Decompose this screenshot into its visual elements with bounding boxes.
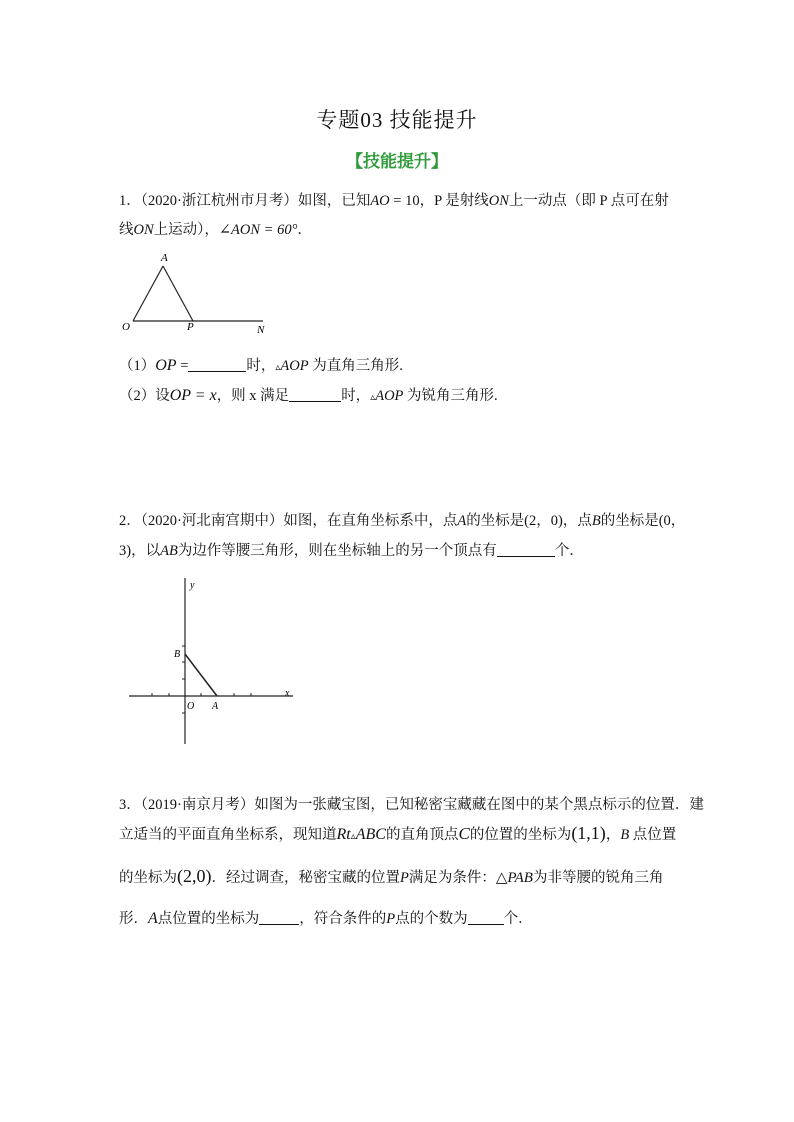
q3-coord-b: (2,0) [177, 866, 212, 886]
q2-text: 的坐标是(2，0)，点 [466, 513, 592, 529]
q3-triangle-pab: △PAB [495, 870, 533, 886]
q3-line3 [119, 866, 663, 887]
q3-text: 立适当的平面直角坐标系，现知道 [119, 827, 337, 843]
segment-ap [163, 266, 193, 321]
label-a: A [161, 252, 168, 264]
q1-math-aop: AOP [375, 388, 404, 404]
q2-point-a: A [457, 513, 467, 529]
q1-math-opx: OP = x [169, 387, 217, 404]
segment-oa [133, 266, 163, 321]
section-heading: 【技能提升】 [346, 152, 448, 172]
triangle-symbol: ▵ [275, 362, 281, 373]
triangle-symbol: ▵ [370, 392, 376, 403]
q2-segment-ab: AB [160, 543, 178, 559]
q1-math-ao: AO [370, 193, 390, 209]
q3-point-p: P [386, 911, 396, 927]
q3-text: 的直角顶点 [385, 827, 459, 843]
q1-text: ． [297, 222, 312, 238]
triangle-symbol: ▵ [350, 831, 356, 842]
label-b: B [174, 649, 181, 660]
q2-text: 的坐标是(0， [600, 513, 686, 529]
q1-math-eq: = 10 [389, 193, 420, 209]
q1-math-eq: = [176, 358, 189, 374]
label-a: A [212, 701, 219, 712]
answer-blank[interactable] [188, 357, 246, 372]
q1-text: 时， [341, 388, 371, 404]
q3-text: 点的个数为 [395, 911, 468, 927]
q1-text: 上运动）， [153, 222, 219, 238]
q3-point-p: P [400, 870, 409, 886]
q3-line1: 3．（2019·南京月考）如图为一张藏宝图，已知秘密宝藏藏在图中的某个黑点标示的位置．建 [119, 797, 704, 813]
q1-sub2-num: （2）设 [119, 388, 170, 404]
q3-text: 点位置的坐标为 [157, 911, 260, 927]
label-o: O [187, 701, 195, 712]
q3-text: ，符合条件的 [299, 911, 387, 927]
q2-text: 3)，以 [119, 543, 161, 559]
answer-blank[interactable] [289, 387, 341, 402]
q3-text: 点位置 [629, 827, 677, 843]
answer-blank[interactable] [497, 542, 555, 557]
q2-line2 [119, 539, 584, 560]
q1-text: 为锐角三角形. [403, 388, 498, 404]
q2-line1 [119, 509, 685, 530]
q1-triangle-figure [115, 248, 275, 336]
q1-angle: ∠AON = 60° [218, 222, 298, 238]
q1-text: ，则 x 满足 [216, 388, 290, 404]
q3-point-b: B [620, 827, 630, 843]
page-title: 专题03 技能提升 [316, 108, 478, 132]
label-x: x [285, 688, 290, 699]
q3-text: 的坐标为 [119, 870, 177, 886]
q1-sub1 [119, 354, 403, 375]
q2-text: 2．（2020·河北南宫期中）如图，在直角坐标系中，点 [119, 513, 458, 529]
q1-text: 时， [246, 358, 276, 374]
q1-text: 上一动点（即 P 点可在射 [508, 193, 669, 209]
label-y: y [190, 580, 195, 591]
label-p: P [187, 321, 194, 333]
q1-text: 1．（2020·浙江杭州市月考）如图，已知 [119, 193, 371, 209]
q3-text: 为非等腰的锐角三角 [532, 870, 664, 886]
q1-sub1-num: （1） [119, 358, 156, 374]
answer-blank[interactable] [259, 910, 299, 925]
q1-math-on: ON [488, 193, 509, 209]
q3-text: 满足为条件： [408, 870, 496, 886]
q1-line2 [119, 218, 312, 239]
segment-ab [185, 654, 217, 696]
q3-text: 的位置的坐标为 [469, 827, 572, 843]
q1-text: 为直角三角形. [308, 358, 403, 374]
q1-math-on: ON [133, 222, 154, 238]
q3-text: 形． [119, 911, 148, 927]
q1-sub2 [119, 384, 498, 405]
q3-text: ， [605, 827, 621, 843]
q3-rt: Rt [336, 826, 351, 843]
q2-text: 个． [554, 543, 584, 559]
q2-point-b: B [591, 513, 601, 529]
q3-coord-c: (1,1) [571, 823, 606, 843]
label-n: N [257, 324, 265, 336]
q3-text: 个． [503, 911, 533, 927]
q3-abc: ABC [355, 826, 386, 843]
q1-math-aop: AOP [280, 358, 309, 374]
q3-point-a: A [148, 910, 158, 927]
q1-line1 [119, 189, 669, 210]
answer-blank[interactable] [468, 910, 504, 925]
q3-line2 [119, 823, 676, 844]
q2-text: 为边作等腰三角形，则在坐标轴上的另一个顶点有 [177, 543, 497, 559]
q3-text: ．经过调查，秘密宝藏的位置 [211, 870, 400, 886]
q1-text: ，P 是射线 [419, 193, 489, 209]
q1-math-op: OP [155, 357, 177, 374]
label-o: O [122, 321, 130, 333]
q3-line4 [119, 907, 533, 928]
q3-point-c: C [458, 824, 470, 843]
q1-text: 线 [119, 222, 134, 238]
q2-coordinate-figure [125, 572, 300, 748]
